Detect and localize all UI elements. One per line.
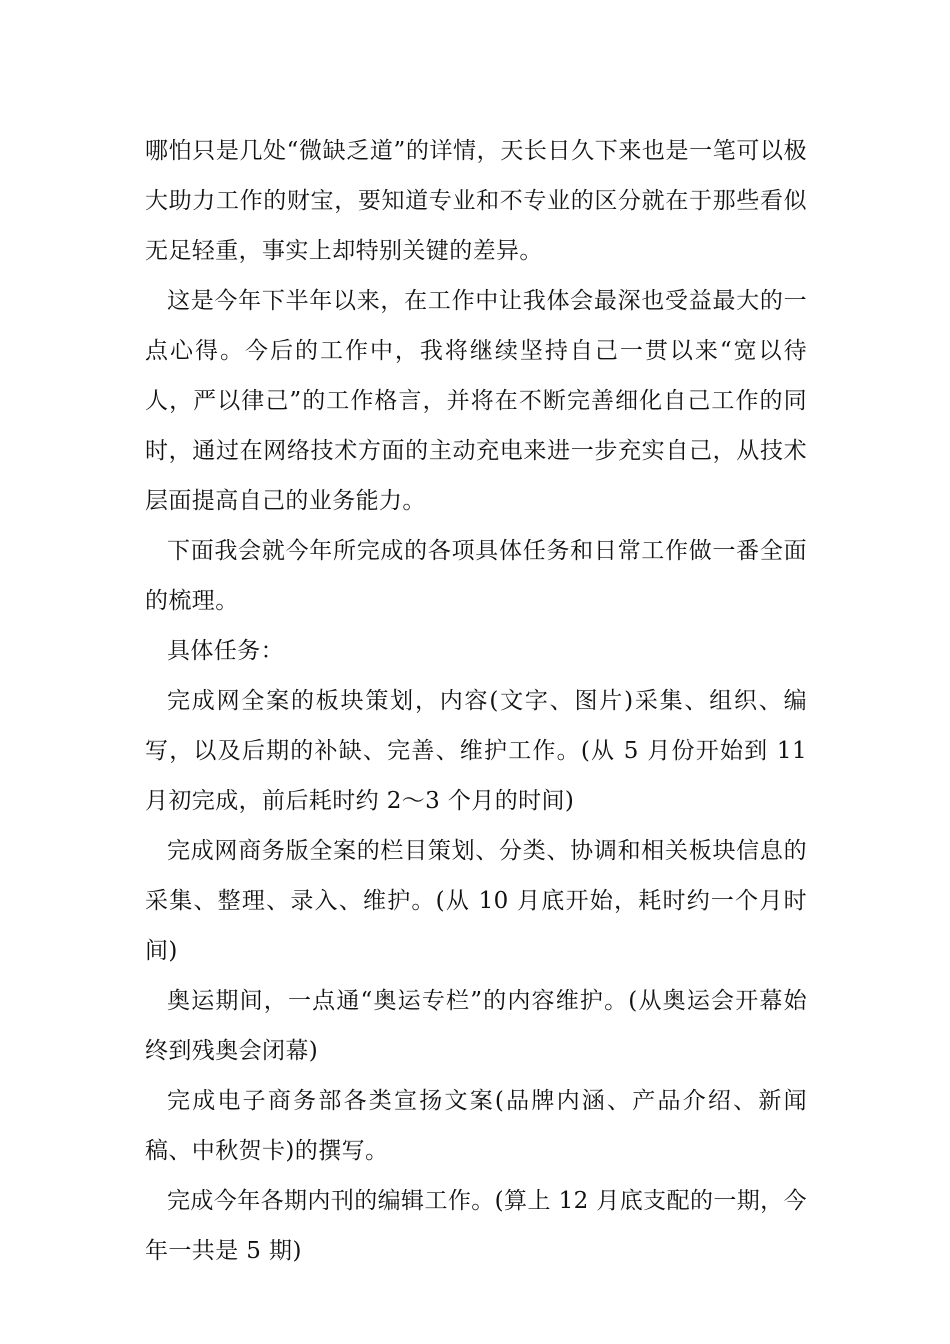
task-item-4: 完成电子商务部各类宣扬文案(品牌内涵、产品介绍、新闻稿、中秋贺卡)的撰写。 xyxy=(145,1088,807,1164)
task-item-5: 完成今年各期内刊的编辑工作。(算上 12 月底支配的一期，今年一共是 5 期) xyxy=(145,1188,807,1264)
task-item-1: 完成网全案的板块策划，内容(文字、图片)采集、组织、编写，以及后期的补缺、完善、维护工作。(从 5 月份开始到 11 月初完成，前后耗时约 2～3 个月的时间) xyxy=(145,688,807,814)
section-heading-specific-tasks: 具体任务： xyxy=(167,638,284,664)
paragraph-2: 这是今年下半年以来，在工作中让我体会最深也受益最大的一点心得。今后的工作中，我将继续坚持自己一贯以来“宽以待人，严以律己”的工作格言，并将在不断完善细化自己工作的同时，通过在网络技术方面的主动充电来进一步充实自己，从技术层面提高自己的业务能力。 xyxy=(145,288,807,514)
paragraph-1: 哪怕只是几处“微缺乏道”的详情，天长日久下来也是一笔可以极大助力工作的财宝，要知道专业和不专业的区分就在于那些看似无足轻重，事实上却特别关键的差异。 xyxy=(145,138,807,264)
document-body xyxy=(145,126,807,1276)
paragraph-3: 下面我会就今年所完成的各项具体任务和日常工作做一番全面的梳理。 xyxy=(145,538,807,614)
task-item-2: 完成网商务版全案的栏目策划、分类、协调和相关板块信息的采集、整理、录入、维护。(从 10 月底开始，耗时约一个月时间) xyxy=(145,838,807,964)
task-item-3: 奥运期间，一点通“奥运专栏”的内容维护。(从奥运会开幕始终到残奥会闭幕) xyxy=(145,988,807,1064)
